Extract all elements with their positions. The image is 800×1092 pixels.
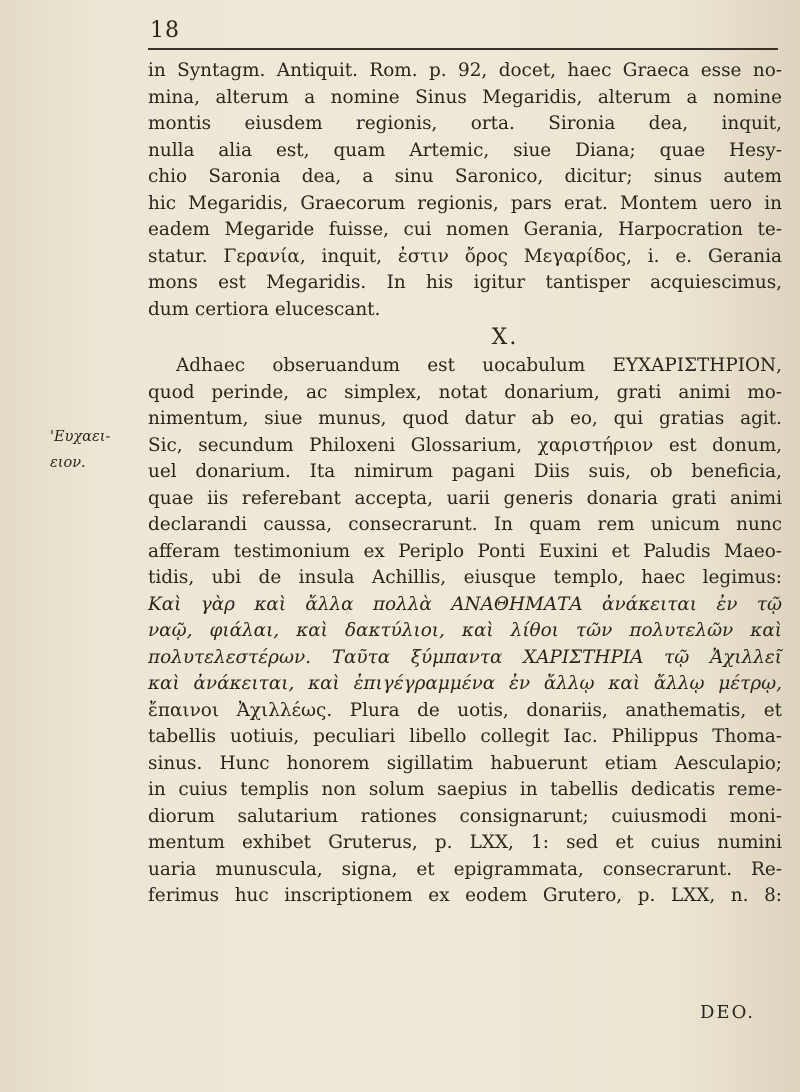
text-line: quae iis referebant accepta, uarii generis donaria grati animi (148, 487, 782, 509)
text-line: eadem Megaride fuisse, cui nomen Gerania, Harpocration te- (148, 219, 782, 240)
text-line: in cuius templis non solum saepius in tabellis dedicatis reme- (148, 779, 782, 800)
text-line: ferimus huc inscriptionem ex eodem Grutero, p. LXX, n. 8: (148, 885, 782, 906)
text-line: tabellis uotiuis, peculiari libello collegit Iac. Philippus Thoma- (148, 726, 782, 747)
text-line: sinus. Hunc honorem sigillatim habuerunt etiam Aesculapio; (148, 752, 782, 774)
page-number: 18 (150, 18, 180, 43)
header-rule (148, 48, 778, 50)
text-line: uaria munuscula, signa, et epigrammata, consecrarunt. Re- (148, 858, 782, 880)
margin-note (50, 424, 140, 476)
text-line: nulla alia est, quam Artemic, siue Diana; quae Hesy- (148, 139, 782, 161)
text-line: in Syntagm. Antiquit. Rom. p. 92, docet, haec Graeca esse no- (148, 60, 782, 81)
margin-note-line: ειον. (50, 455, 86, 471)
text-line: afferam testimonium ex Periplo Ponti Euxini et Paludis Maeo- (148, 540, 782, 562)
text-line: statur. Γερανία, inquit, ἐστιν ὄρος Μεγαρίδος, i. e. Gerania (148, 245, 782, 267)
text-line: mina, alterum a nomine Sinus Megaridis, alterum a nomine (148, 86, 782, 108)
text-line: mons est Megaridis. In his igitur tantisper acquiescimus, (148, 272, 782, 293)
text-line: ἔπαινοι Ἀχιλλέως. Plura de uotis, donariis, anathematis, et (148, 699, 782, 721)
text-line: diorum salutarium rationes consignarunt; cuiusmodi moni- (148, 805, 782, 827)
text-line: Sic, secundum Philoxeni Glossarium, χαριστήριον est donum, (148, 434, 782, 456)
text-line: quod perinde, ac simplex, notat donarium, grati animi mo- (148, 381, 782, 403)
greek-text-line: πολυτελεστέρων. Ταῦτα ξύμπαντα ΧΑΡΙΣΤΗΡΙΑ τῷ Ἀχιλλεῖ (148, 646, 782, 668)
greek-text-line: Καὶ γὰρ καὶ ἄλλα πολλὰ ΑΝΑΘΗΜΑΤΑ ἀνάκειται ἐν τῷ (148, 593, 782, 615)
text-line: dum certiora elucescant. (148, 298, 381, 320)
text-line: nimentum, siue munus, quod datur ab eo, qui gratias agit. (148, 408, 782, 429)
text-line: tidis, ubi de insula Achillis, eiusque templo, haec legimus: (148, 567, 782, 588)
text-line: Adhaec obseruandum est uocabulum ΕΥΧΑΡΙΣΤΗΡΙΟΝ, (176, 355, 782, 376)
greek-text-line: καὶ ἀνάκειται, καὶ ἐπιγέγραμμένα ἐν ἄλλῳ καὶ ἄλλῳ μέτρῳ, (148, 673, 782, 694)
catchword: DEO. (700, 1002, 755, 1023)
text-line: hic Megaridis, Graecorum regionis, pars erat. Montem uero in (148, 192, 782, 214)
text-line: uel donarium. Ita nimirum pagani Diis suis, ob beneficia, (148, 461, 782, 482)
text-line: mentum exhibet Gruterus, p. LXX, 1: sed et cuius numini (148, 832, 782, 853)
margin-note-line: 'Ευχαει- (50, 429, 111, 445)
greek-text-line: ναῷ, φιάλαι, καὶ δακτύλιοι, καὶ λίθοι τῶν πολυτελῶν καὶ (148, 620, 782, 641)
section-number: X. (491, 325, 519, 350)
text-line: montis eiusdem regionis, orta. Sironia dea, inquit, (148, 113, 782, 134)
text-line: chio Saronia dea, a sinu Saronico, dicitur; sinus autem (148, 166, 782, 187)
text-line: declarandi caussa, consecrarunt. In quam rem unicum nunc (148, 514, 782, 535)
body-text (148, 58, 782, 910)
